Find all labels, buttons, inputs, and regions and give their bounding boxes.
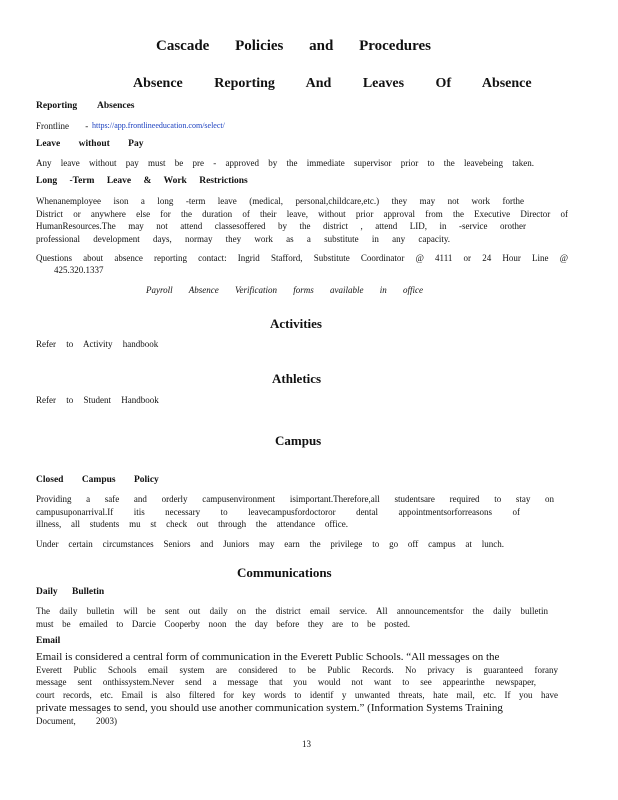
campus-line: Under certain circumstances Seniors and Juniors may earn the privilege to go off campus at lunch.: [36, 539, 504, 549]
long-term-leave-heading: Long -Term Leave & Work Restrictions: [36, 176, 248, 186]
frontline-label: Frontline -: [36, 121, 89, 131]
email-line: Everett Public Schools email system are considered to be Public Records. No privacy is guaranteed forany: [36, 665, 558, 675]
email-line: private messages to send, you should use another communication system.” (Information Systems Training: [36, 702, 503, 714]
campus-line: campusuponarrival.If itis necessary to leavecampusfordoctoror dental appointmentsorforreasons of: [36, 507, 520, 517]
forms-note: Payroll Absence Verification forms available in office: [146, 285, 423, 295]
questions-phone: 425.320.1337: [54, 265, 104, 275]
closed-campus-heading: Closed Campus Policy: [36, 475, 159, 485]
daily-bulletin-line: must be emailed to Darcie Cooperby noon the day before they are to be posted.: [36, 619, 410, 629]
email-line: court records, etc. Email is also filtered for key words to identif y unwanted threats, hate mail, etc. If you have: [36, 690, 558, 700]
campus-line: illness, all students mu st check out through the attendance office.: [36, 519, 348, 529]
long-term-leave-line: Whenanemployee ison a long -term leave (medical, personal,childcare,etc.) they may not work forthe: [36, 196, 524, 206]
page-number: 13: [302, 739, 311, 749]
document-title: Cascade Policies and Procedures: [156, 38, 432, 54]
communications-heading: Communications: [237, 565, 332, 580]
campus-line: Providing a safe and orderly campusenvironment isimportant.Therefore,all studentsare required to stay on: [36, 494, 554, 504]
activities-heading: Activities: [270, 316, 322, 331]
reporting-absences-heading: Reporting Absences: [36, 101, 135, 111]
email-line: Document, 2003): [36, 716, 117, 726]
long-term-leave-line: HumanResources.The may not attend classesoffered by the district , attend LID, in -service orother: [36, 221, 526, 231]
frontline-link[interactable]: https://app.frontlineeducation.com/select/: [92, 121, 225, 130]
email-line: message sent onthissystem.Never send a message that you would not want to see appearinthe newspaper,: [36, 677, 536, 687]
campus-heading: Campus: [275, 433, 322, 448]
email-line: Email is considered a central form of communication in the Everett Public Schools. “All messages on the: [36, 651, 500, 663]
athletics-text: Refer to Student Handbook: [36, 395, 159, 405]
leave-without-pay-text: Any leave without pay must be pre - approved by the immediate supervisor prior to the leavebeing taken.: [36, 158, 534, 168]
athletics-heading: Athletics: [272, 371, 322, 386]
leave-without-pay-heading: Leave without Pay: [36, 139, 144, 149]
daily-bulletin-line: The daily bulletin will be sent out daily on the district email service. All announcementsfor the daily bulletin: [36, 606, 548, 616]
section-title: Absence Reporting And Leaves Of Absence: [133, 76, 532, 91]
long-term-leave-line: professional development days, normay they work as a substitute in any capacity.: [36, 234, 450, 244]
long-term-leave-line: District or anywhere else for the duration of their leave, without prior approval from the Executive Director of: [36, 209, 568, 219]
daily-bulletin-heading: Daily Bulletin: [36, 587, 105, 597]
questions-line: Questions about absence reporting contact: Ingrid Stafford, Substitute Coordinator @ 4111 or 24 Hour Line @: [36, 253, 568, 263]
activities-text: Refer to Activity handbook: [36, 339, 159, 349]
email-heading: Email: [36, 636, 61, 646]
